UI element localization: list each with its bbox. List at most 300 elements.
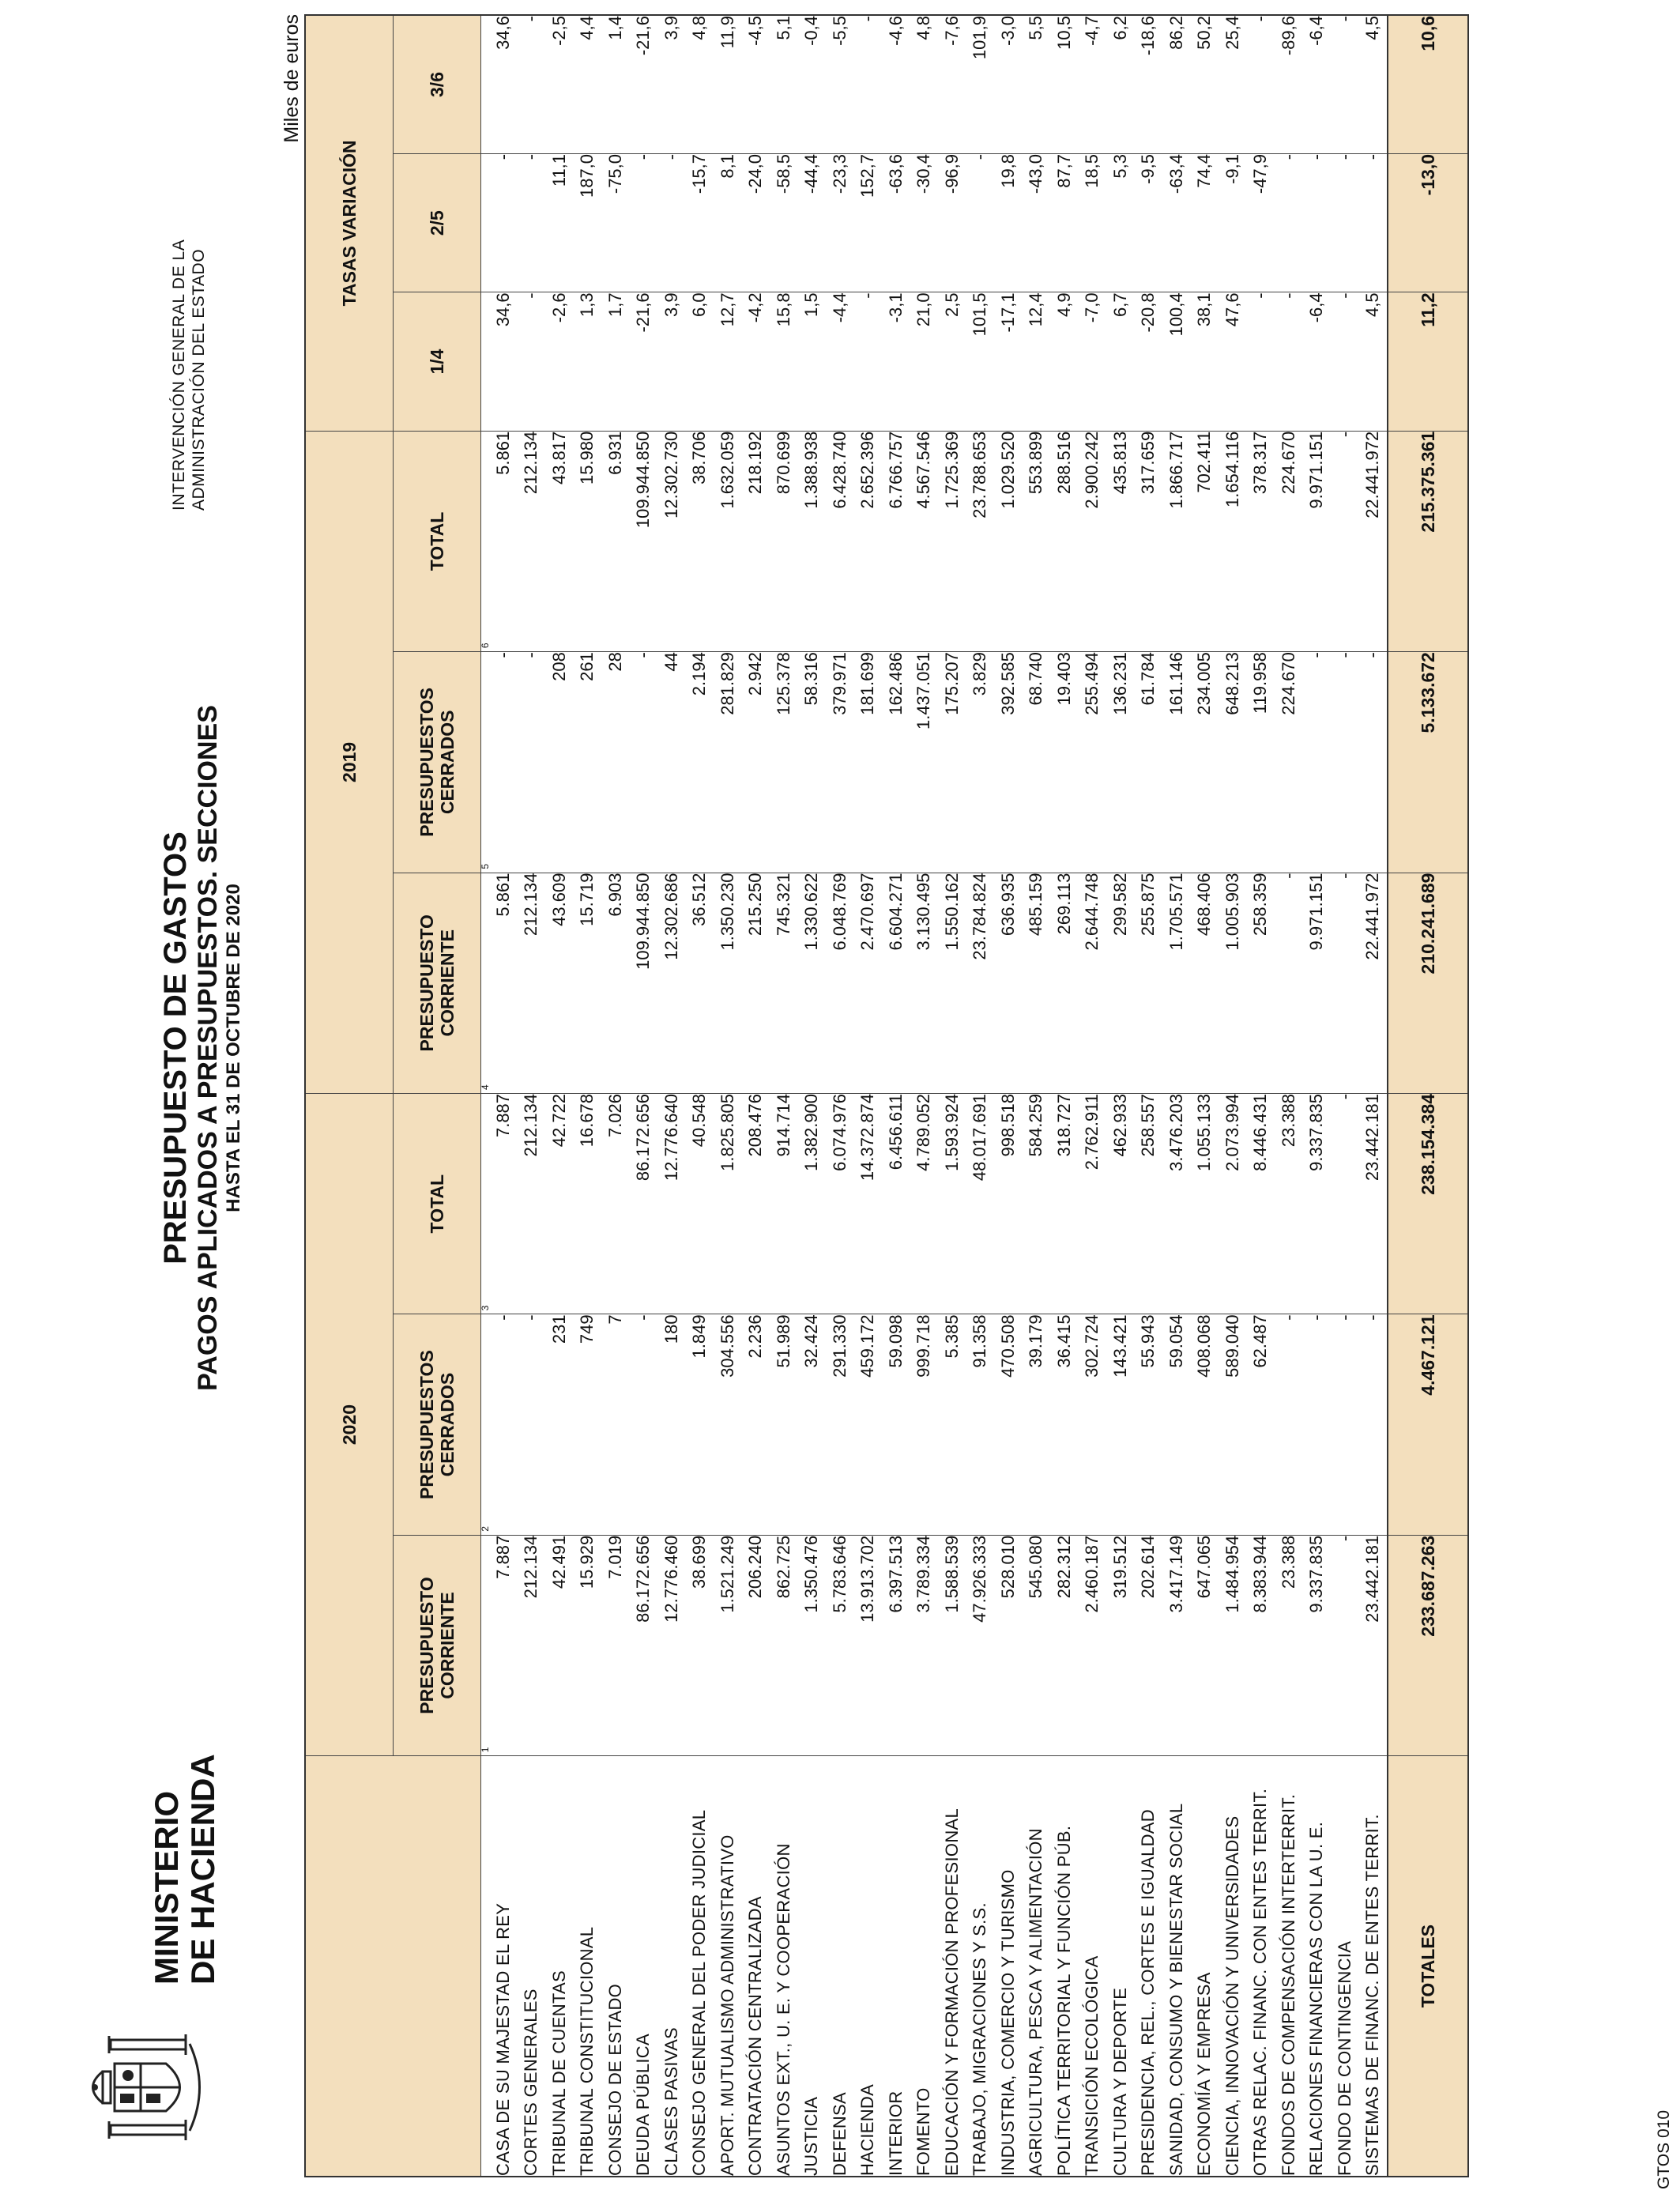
value-cell: 125.378 [770,652,798,873]
value-cell: - [1331,1093,1359,1314]
value-cell: 143.421 [1106,1314,1135,1535]
value-cell: 282.312 [1050,1535,1079,1755]
value-cell: 15.929 [574,1535,602,1755]
value-cell: 215.250 [742,873,770,1093]
value-cell: 1,4 [601,15,630,153]
value-cell: -63,6 [882,153,910,292]
value-cell: 3.130.495 [910,873,939,1093]
value-cell: 136.231 [1106,652,1135,873]
section-name-cell: TRIBUNAL CONSTITUCIONAL [574,1756,602,2177]
value-cell: 43.817 [545,431,574,651]
value-cell: -23,3 [826,153,854,292]
value-cell: - [1359,153,1388,292]
value-cell: 2.194 [686,652,714,873]
table-row [1247,15,1275,2177]
value-cell: 261 [574,652,602,873]
value-cell: 19,8 [994,153,1023,292]
value-cell: 1.849 [686,1314,714,1535]
value-cell: - [1275,292,1303,431]
value-cell: -89,6 [1275,15,1303,153]
total-cell: -13,0 [1388,153,1468,292]
section-name-cell: SANIDAD, CONSUMO Y BIENESTAR SOCIAL [1162,1756,1191,2177]
value-cell: 648.213 [1219,652,1247,873]
value-cell: 36.415 [1050,1314,1079,1535]
section-name-cell: ECONOMÍA Y EMPRESA [1191,1756,1219,2177]
total-cell: 11,2 [1388,292,1468,431]
value-cell: 255.494 [1079,652,1107,873]
value-cell: 1.825.805 [714,1093,742,1314]
value-cell: -4,2 [742,292,770,431]
value-cell: 379.971 [826,652,854,873]
value-cell: 101,9 [966,15,995,153]
value-cell: 4,8 [686,15,714,153]
value-cell: 218.192 [742,431,770,651]
value-cell: 161.146 [1162,652,1191,873]
value-cell: - [1275,153,1303,292]
value-cell: 36.512 [686,873,714,1093]
value-cell: 51.989 [770,1314,798,1535]
section-name-cell: FOMENTO [910,1756,939,2177]
value-cell: - [489,652,518,873]
value-cell: - [1359,652,1388,873]
value-cell: -4,6 [882,15,910,153]
value-cell: 6,7 [1106,292,1135,431]
value-cell: 16.678 [574,1093,602,1314]
value-cell: 13.913.702 [854,1535,883,1755]
value-cell: 1.632.059 [714,431,742,651]
value-cell: 999.718 [910,1314,939,1535]
value-cell: 1.055.133 [1191,1093,1219,1314]
value-cell: -4,4 [826,292,854,431]
value-cell: 462.933 [1106,1093,1135,1314]
value-cell: 1.866.717 [1162,431,1191,651]
value-cell: 998.518 [994,1093,1023,1314]
value-cell: 5.783.646 [826,1535,854,1755]
value-cell: 749 [574,1314,602,1535]
ref-number: 3 [481,1093,490,1314]
value-cell: 378.317 [1247,431,1275,651]
table-row [545,15,574,2177]
value-cell: 1.654.116 [1219,431,1247,651]
value-cell: 5,5 [1023,15,1051,153]
value-cell: - [518,1314,546,1535]
value-cell: -44,4 [798,153,827,292]
group-rates: TASAS VARIACIÓN [305,15,394,431]
value-cell: 470.508 [994,1314,1023,1535]
totals-label: TOTALES [1388,1756,1468,2177]
value-cell: 258.557 [1135,1093,1163,1314]
value-cell: 12,7 [714,292,742,431]
value-cell: - [1331,431,1359,651]
value-cell: 459.172 [854,1314,883,1535]
value-cell: 2.644.748 [1079,873,1107,1093]
value-cell: -24,0 [742,153,770,292]
value-cell: - [1331,1314,1359,1535]
section-name-cell: CORTES GENERALES [518,1756,546,2177]
table-row [798,15,827,2177]
value-cell: -15,7 [686,153,714,292]
section-name-cell: FONDOS DE COMPENSACIÓN INTERTERRIT. [1275,1756,1303,2177]
table-row [826,15,854,2177]
reference-numbers-row [481,15,490,2177]
value-cell: 5,3 [1106,153,1135,292]
value-cell: -7,6 [938,15,966,153]
total-cell: 233.687.263 [1388,1535,1468,1755]
table-row [742,15,770,2177]
value-cell: 281.829 [714,652,742,873]
section-name-cell: CIENCIA, INNOVACIÓN Y UNIVERSIDADES [1219,1756,1247,2177]
value-cell: 28 [601,652,630,873]
value-cell: 206.240 [742,1535,770,1755]
value-cell: 1.005.903 [1219,873,1247,1093]
value-cell: 22.441.972 [1359,431,1388,651]
value-cell: 15,8 [770,292,798,431]
value-cell: 1,5 [798,292,827,431]
value-cell: 647.065 [1191,1535,1219,1755]
table-row [574,15,602,2177]
table-row [966,15,995,2177]
ref-number: 4 [481,873,490,1093]
value-cell: 8.446.431 [1247,1093,1275,1314]
value-cell: 4,5 [1359,292,1388,431]
table-row [489,15,518,2177]
value-cell: - [630,1314,658,1535]
ref-number: 6 [481,431,490,651]
value-cell: 6.456.611 [882,1093,910,1314]
table-row [518,15,546,2177]
value-cell: 21,0 [910,292,939,431]
section-name-cell: TRABAJO, MIGRACIONES Y S.S. [966,1756,995,2177]
value-cell: -0,4 [798,15,827,153]
table-row [1359,15,1388,2177]
value-cell: -43,0 [1023,153,1051,292]
value-cell: 7.887 [489,1535,518,1755]
value-cell: 553.899 [1023,431,1051,651]
section-name-cell: OTRAS RELAC. FINANC. CON ENTES TERRIT. [1247,1756,1275,2177]
value-cell: 59.054 [1162,1314,1191,1535]
value-cell: -17,1 [994,292,1023,431]
value-cell: 86.172.656 [630,1535,658,1755]
section-name-cell: FONDO DE CONTINGENCIA [1331,1756,1359,2177]
value-cell: 91.358 [966,1314,995,1535]
value-cell: 15.719 [574,873,602,1093]
value-cell: 1.330.622 [798,873,827,1093]
value-cell: -4,5 [742,15,770,153]
value-cell: 545.080 [1023,1535,1051,1755]
value-cell: 9.971.151 [1303,431,1332,651]
igae-line1: INTERVENCIÓN GENERAL DE LA [170,239,188,511]
value-cell: - [1303,153,1332,292]
value-cell: - [1331,1535,1359,1755]
value-cell: - [1359,1314,1388,1535]
value-cell: 6.397.513 [882,1535,910,1755]
totals-row [1388,15,1468,2177]
value-cell: 392.585 [994,652,1023,873]
value-cell: 212.134 [518,1093,546,1314]
report-title: PRESUPUESTO DE GASTOS [158,831,193,1265]
value-cell: 6.428.740 [826,431,854,651]
value-cell: 61.784 [1135,652,1163,873]
value-cell: - [518,153,546,292]
value-cell: 50,2 [1191,15,1219,153]
value-cell: 68.740 [1023,652,1051,873]
value-cell: - [518,15,546,153]
table-row [1219,15,1247,2177]
value-cell: -58,5 [770,153,798,292]
value-cell: -9,5 [1135,153,1163,292]
section-name-cell: POLÍTICA TERRITORIAL Y FUNCIÓN PÚB. [1050,1756,1079,2177]
value-cell: 302.724 [1079,1314,1107,1535]
value-cell: 208.476 [742,1093,770,1314]
value-cell: 19.403 [1050,652,1079,873]
value-cell: 702.411 [1191,431,1219,651]
section-name-cell: DEUDA PÚBLICA [630,1756,658,2177]
value-cell: 224.670 [1275,652,1303,873]
value-cell: -96,9 [938,153,966,292]
group-2020: 2020 [305,1093,394,1755]
col-header-rate-1-4: 1/4 [394,292,481,431]
value-cell: -18,6 [1135,15,1163,153]
value-cell: 119.958 [1247,652,1275,873]
value-cell: 12.776.640 [657,1093,686,1314]
value-cell: - [1275,873,1303,1093]
value-cell: 5.861 [489,873,518,1093]
section-name-cell: HACIENDA [854,1756,883,2177]
value-cell: 15.980 [574,431,602,651]
value-cell: 319.512 [1106,1535,1135,1755]
section-name-cell: EDUCACIÓN Y FORMACIÓN PROFESIONAL [938,1756,966,2177]
value-cell: 7.019 [601,1535,630,1755]
value-cell: 3.789.334 [910,1535,939,1755]
value-cell: 12.302.730 [657,431,686,651]
value-cell: 100,4 [1162,292,1191,431]
value-cell: 58.316 [798,652,827,873]
section-name-cell: TRANSICIÓN ECOLÓGICA [1079,1756,1107,2177]
report-subtitle: PAGOS APLICADOS A PRESUPUESTOS. SECCIONES [193,705,223,1391]
value-cell: - [630,652,658,873]
table-row [854,15,883,2177]
table-row [686,15,714,2177]
value-cell: 38,1 [1191,292,1219,431]
coat-of-arms-logo [79,2028,209,2147]
section-name-cell: AGRICULTURA, PESCA Y ALIMENTACIÓN [1023,1756,1051,2177]
value-cell: - [1275,1314,1303,1535]
value-cell: 8.383.944 [1247,1535,1275,1755]
value-cell: 47.926.333 [966,1535,995,1755]
value-cell: 435.813 [1106,431,1135,651]
section-name-cell: DEFENSA [826,1756,854,2177]
section-name-cell: CONSEJO GENERAL DEL PODER JUDICIAL [686,1756,714,2177]
total-cell: 10,6 [1388,15,1468,153]
section-name-cell: SISTEMAS DE FINANC. DE ENTES TERRIT. [1359,1756,1388,2177]
value-cell: 32.424 [798,1314,827,1535]
value-cell: 4,8 [910,15,939,153]
value-cell: 870.699 [770,431,798,651]
value-cell: 7.887 [489,1093,518,1314]
value-cell: 23.442.181 [1359,1093,1388,1314]
value-cell: 1,3 [574,292,602,431]
table-row [601,15,630,2177]
col-header-pce-2019: PRESUPUESTOS CERRADOS [394,652,481,873]
value-cell: -6,4 [1303,15,1332,153]
value-cell: 2.236 [742,1314,770,1535]
section-name-cell: CONTRATACIÓN CENTRALIZADA [742,1756,770,2177]
col-header-total-2020: TOTAL [394,1093,481,1314]
value-cell: 468.406 [1191,873,1219,1093]
value-cell: 6,0 [686,292,714,431]
value-cell: 74,4 [1191,153,1219,292]
value-cell: 14.372.874 [854,1093,883,1314]
table-row [910,15,939,2177]
value-cell: 231 [545,1314,574,1535]
table-row [1135,15,1163,2177]
table-row [1023,15,1051,2177]
table-row [630,15,658,2177]
table-body [489,15,1388,2177]
table-row [1275,15,1303,2177]
value-cell: 42.491 [545,1535,574,1755]
value-cell: - [1331,652,1359,873]
value-cell: 55.943 [1135,1314,1163,1535]
value-cell: 12.776.460 [657,1535,686,1755]
value-cell: 6.903 [601,873,630,1093]
table-row [657,15,686,2177]
table-row [1303,15,1332,2177]
value-cell: 1.029.520 [994,431,1023,651]
value-cell: -4,7 [1079,15,1107,153]
value-cell: 23.388 [1275,1535,1303,1755]
value-cell: -9,1 [1219,153,1247,292]
value-cell: 109.944.850 [630,873,658,1093]
value-cell: 23.788.653 [966,431,995,651]
table-row [1162,15,1191,2177]
value-cell: 212.134 [518,873,546,1093]
value-cell: 43.609 [545,873,574,1093]
value-cell: 1,7 [601,292,630,431]
value-cell: 6.604.271 [882,873,910,1093]
table-row [714,15,742,2177]
value-cell: 408.068 [1191,1314,1219,1535]
value-cell: -21,6 [630,292,658,431]
value-cell: -5,5 [826,15,854,153]
value-cell: 1.593.924 [938,1093,966,1314]
value-cell: 34,6 [489,15,518,153]
value-cell: 589.040 [1219,1314,1247,1535]
value-cell: 288.516 [1050,431,1079,651]
value-cell: - [1331,153,1359,292]
value-cell: - [518,292,546,431]
section-name-cell: CLASES PASIVAS [657,1756,686,2177]
value-cell: 11,1 [545,153,574,292]
value-cell: 212.134 [518,431,546,651]
value-cell: 87,7 [1050,153,1079,292]
table-row [994,15,1023,2177]
value-cell: 291.330 [826,1314,854,1535]
table-row [1079,15,1107,2177]
value-cell: 9.337.835 [1303,1535,1332,1755]
section-name-cell: CULTURA Y DEPORTE [1106,1756,1135,2177]
report-date: HASTA EL 31 DE OCTUBRE DE 2020 [223,884,244,1212]
section-name-cell: INTERIOR [882,1756,910,2177]
table-row [1191,15,1219,2177]
value-cell: 187,0 [574,153,602,292]
value-cell: 485.159 [1023,873,1051,1093]
value-cell: 22.441.972 [1359,873,1388,1093]
table-row [1331,15,1359,2177]
value-cell: 23.784.824 [966,873,995,1093]
value-cell: 318.727 [1050,1093,1079,1314]
value-cell: 258.359 [1247,873,1275,1093]
value-cell: 6.931 [601,431,630,651]
value-cell: 1.350.476 [798,1535,827,1755]
value-cell: 2.900.242 [1079,431,1107,651]
value-cell: -3,1 [882,292,910,431]
value-cell: - [518,652,546,873]
value-cell: -47,9 [1247,153,1275,292]
value-cell: -3,0 [994,15,1023,153]
ref-number: 1 [481,1535,490,1755]
value-cell: 8,1 [714,153,742,292]
value-cell: - [1331,292,1359,431]
value-cell: - [1331,873,1359,1093]
value-cell: - [966,153,995,292]
value-cell: 862.725 [770,1535,798,1755]
section-name-cell: RELACIONES FINANCIERAS CON LA U. E. [1303,1756,1332,2177]
value-cell: 528.010 [994,1535,1023,1755]
ref-number: 2 [481,1314,490,1535]
value-cell: 9.337.835 [1303,1093,1332,1314]
section-name-cell: INDUSTRIA, COMERCIO Y TURISMO [994,1756,1023,2177]
value-cell: 4.567.546 [910,431,939,651]
value-cell: - [630,153,658,292]
value-cell: 11,9 [714,15,742,153]
value-cell: 44 [657,652,686,873]
value-cell: 18,5 [1079,153,1107,292]
value-cell: 23.442.181 [1359,1535,1388,1755]
table-row [1050,15,1079,2177]
value-cell: -6,4 [1303,292,1332,431]
value-cell: 584.259 [1023,1093,1051,1314]
section-name-cell: ASUNTOS EXT., U. E. Y COOPERACIÓN [770,1756,798,2177]
value-cell: 1.382.900 [798,1093,827,1314]
value-cell: 62.487 [1247,1314,1275,1535]
document-code: GTOS 010 [1655,2110,1673,2189]
value-cell: 1.550.162 [938,873,966,1093]
value-cell: - [1247,15,1275,153]
value-cell: 2.460.187 [1079,1535,1107,1755]
col-header-pc-2019: PRESUPUESTO CORRIENTE [394,873,481,1093]
value-cell: 5.385 [938,1314,966,1535]
value-cell: 181.699 [854,652,883,873]
value-cell: 40.548 [686,1093,714,1314]
value-cell: - [489,1314,518,1535]
ministry-name-line1: MINISTERIO [148,1790,185,1985]
value-cell: 4.789.052 [910,1093,939,1314]
total-cell: 238.154.384 [1388,1093,1468,1314]
value-cell: 636.935 [994,873,1023,1093]
value-cell: 6.048.769 [826,873,854,1093]
col-header-total-2019: TOTAL [394,431,481,651]
value-cell: 2,5 [938,292,966,431]
value-cell: 109.944.850 [630,431,658,651]
value-cell: 42.722 [545,1093,574,1314]
value-cell: 101,5 [966,292,995,431]
value-cell: 1.484.954 [1219,1535,1247,1755]
value-cell: 2.652.396 [854,431,883,651]
value-cell: -2,5 [545,15,574,153]
value-cell: - [854,292,883,431]
value-cell: 9.971.151 [1303,873,1332,1093]
